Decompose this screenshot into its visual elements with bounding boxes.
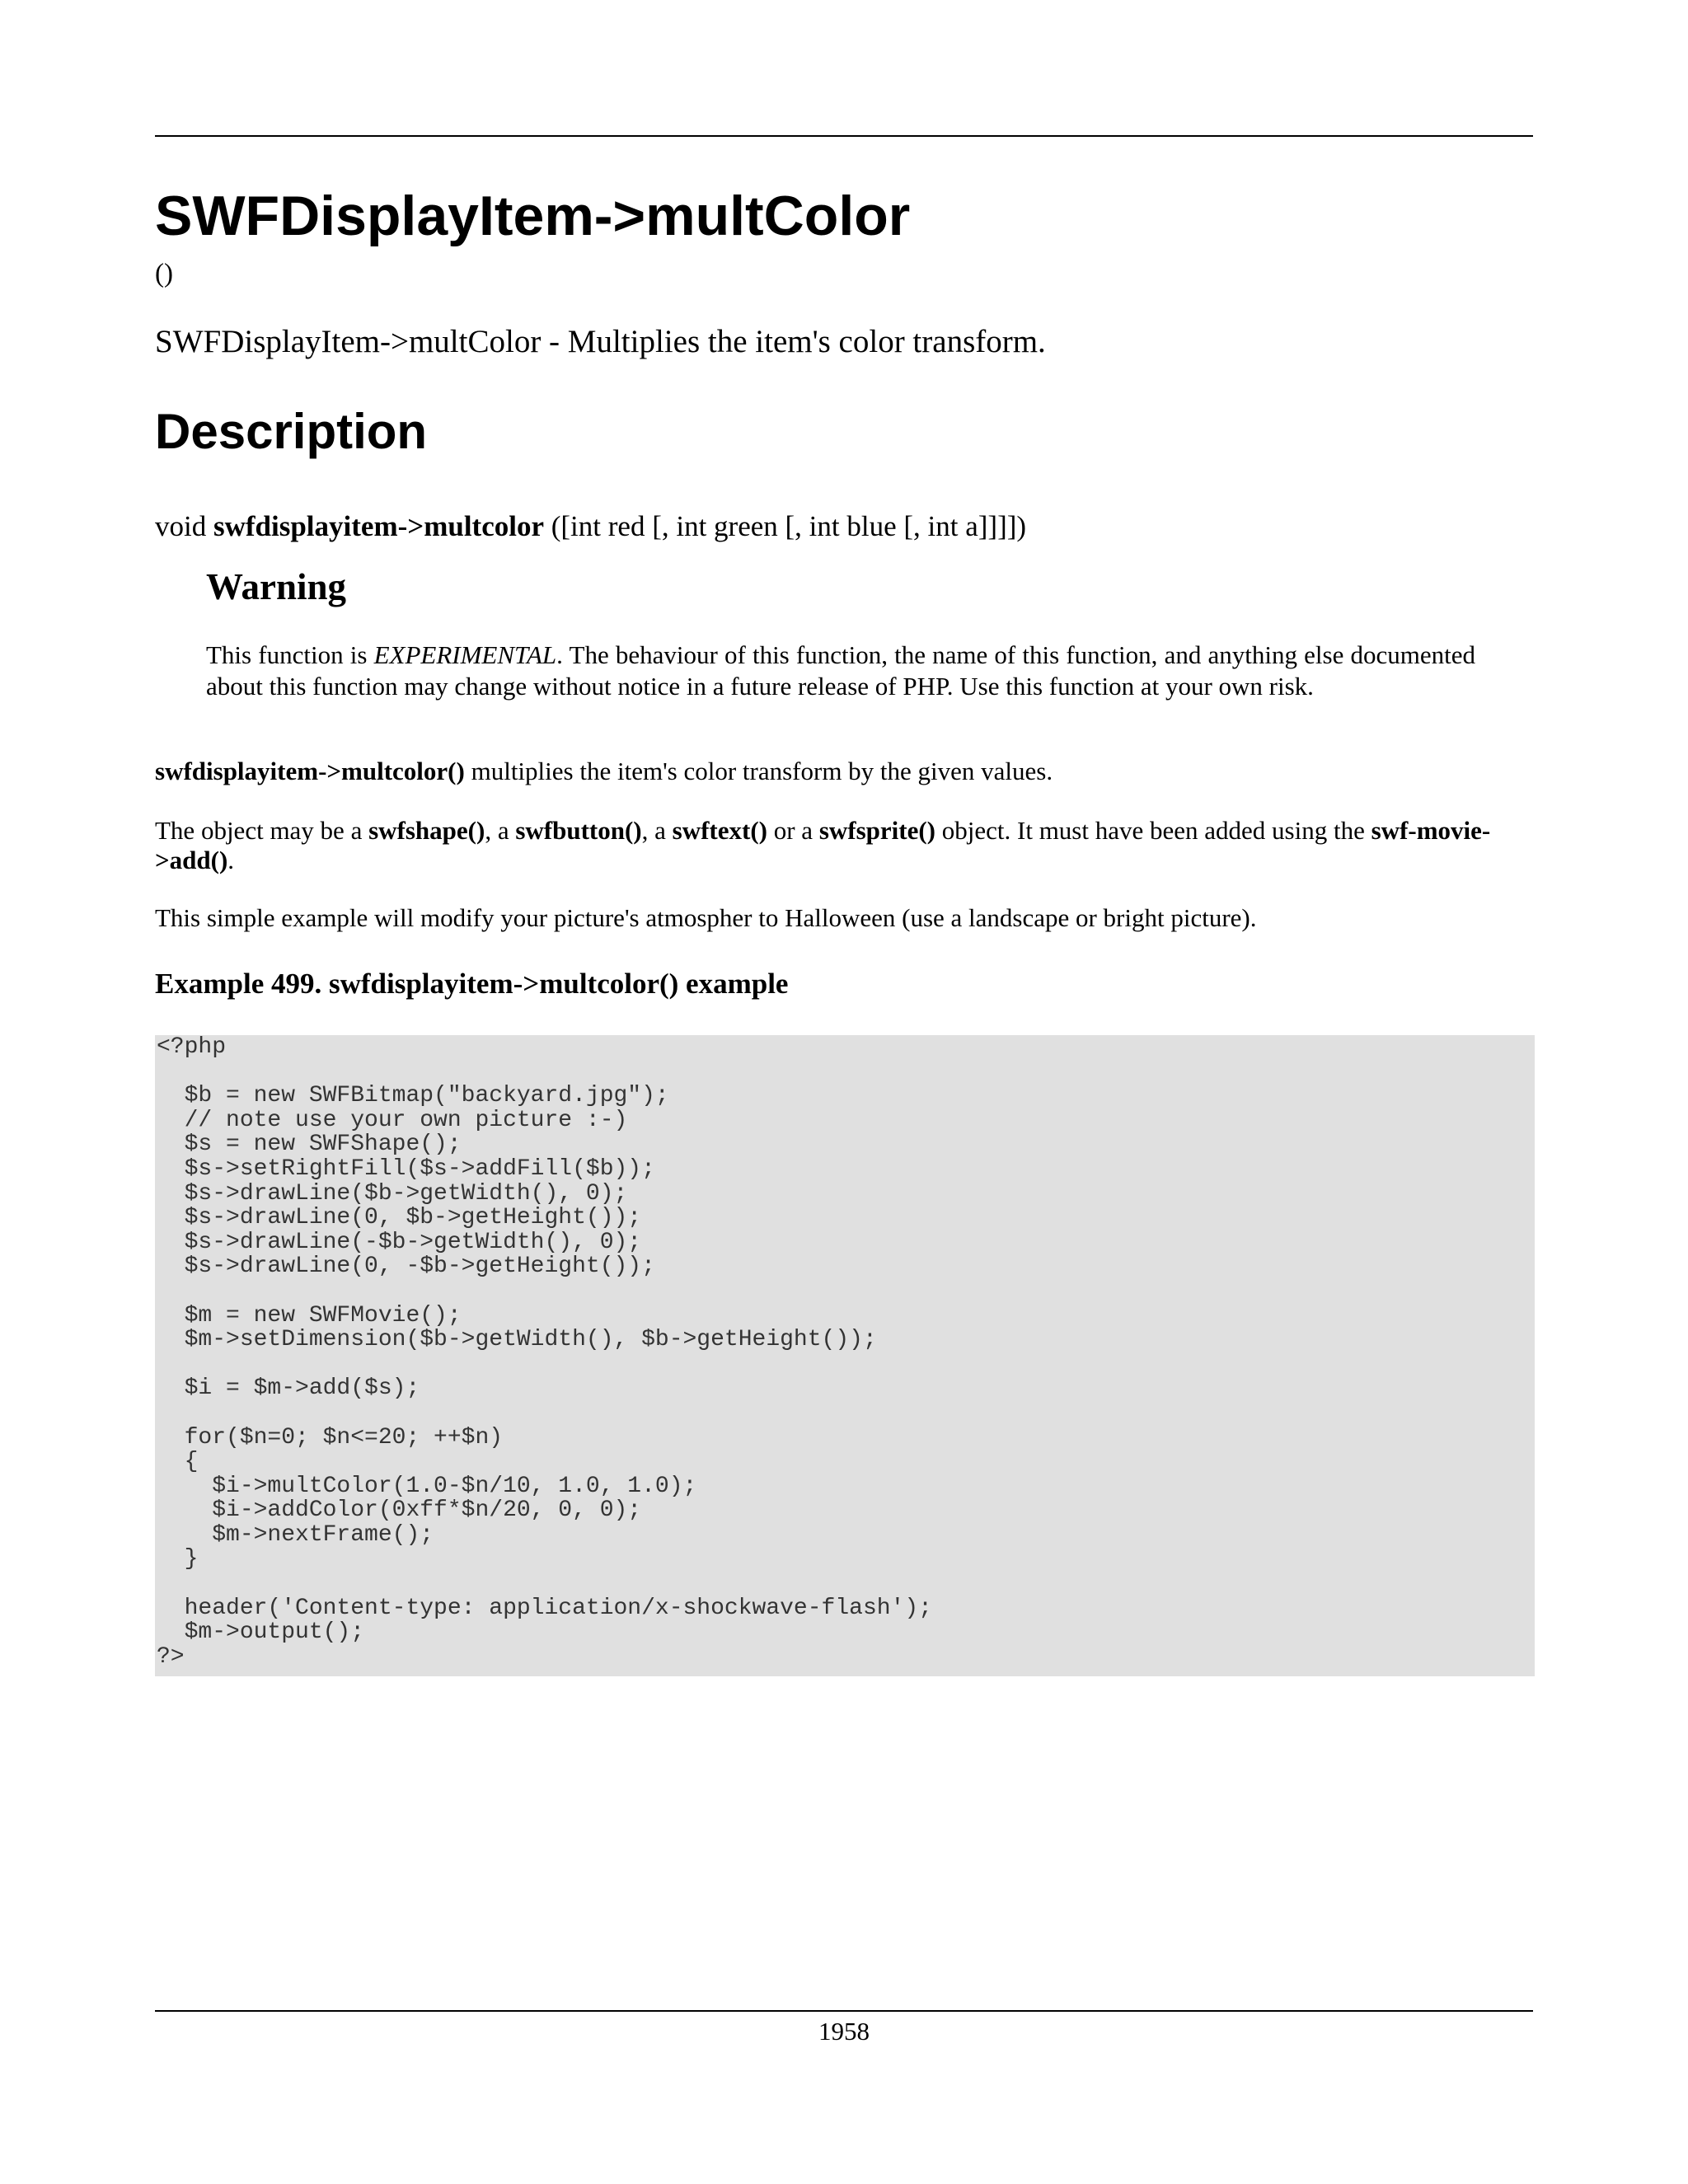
paragraph-text-4: or a [767, 816, 819, 845]
paragraph-multiplies-text: multiplies the item's color transform by the given values. [464, 757, 1053, 785]
paragraph-example-intro: This simple example will modify your picture's atmospher to Halloween (use a landscape or bright picture). [155, 903, 1257, 932]
func-ref-swfshape: swfshape() [368, 816, 485, 845]
func-ref-swfsprite: swfsprite() [818, 816, 936, 845]
func-ref-swftext: swftext() [672, 816, 767, 845]
page-title: SWFDisplayItem->multColor [155, 185, 911, 247]
warning-text [206, 640, 1475, 702]
paragraph-text-6: . [227, 846, 235, 874]
synopsis-return-type: void [155, 510, 207, 542]
code-listing: <?php $b = new SWFBitmap("backyard.jpg"); // note use your own picture :-) $s = new SWFShape(); $s->setRightFill($s->addFill($b)); $s->drawLine($b->getWidth(), 0); $s->drawLine(0, $b->getHeight()); $s->drawLine(-$b->getWidth(), 0); $s->drawLine(0, -$b->getHeight()); $m = new SWFMovie(); $m->setDimension($b->getWidth(), $b->getHeight()); $i = $m->add($s); for($n=0; $n<=20; ++$n) { $i->multColor(1.0-$n/10, 1.0, 1.0); $i->addColor(0xff*$n/20, 0, 0); $m->nextFrame(); } header('Content-type: application/x-shockwave-flash'); $m->output(); ?> [157, 1034, 932, 1670]
func-ref-swfbutton: swfbutton() [515, 816, 642, 845]
footer-rule [155, 2010, 1533, 2012]
synopsis-params: ([int red [, int green [, int blue [, int a]]]]) [551, 510, 1027, 542]
description-heading: Description [155, 404, 428, 459]
paragraph-object-types [155, 816, 1533, 875]
header-rule [155, 135, 1533, 137]
page-number: 1958 [818, 2017, 870, 2046]
refpurpose: SWFDisplayItem->multColor - Multiplies the item's color transform. [155, 324, 1046, 359]
function-synopsis [155, 509, 1026, 544]
func-ref-multcolor: swfdisplayitem->multcolor() [155, 757, 465, 785]
warning-emphasis: EXPERIMENTAL [373, 640, 557, 669]
synopsis-function-name: swfdisplayitem->multcolor [213, 510, 544, 542]
paragraph-text-3: , a [641, 816, 673, 845]
paragraph-text-2: , a [485, 816, 516, 845]
func-ref-swfmovie-add: swf-movie->add() [155, 816, 1491, 874]
code-example-block [155, 1035, 1535, 1676]
paragraph-text-5: object. It must have been added using the [935, 816, 1372, 845]
paragraph-multiplies [155, 757, 1533, 786]
warning-heading: Warning [206, 566, 347, 607]
warning-text-after: . The behaviour of this function, the name of this function, and anything else documented about this function may change without notice in a future release of PHP. Use this function at your own risk. [206, 640, 1475, 701]
page-title-suffix: () [155, 259, 173, 288]
example-title: Example 499. swfdisplayitem->multcolor() example [155, 968, 789, 1000]
warning-text-before: This function is [206, 640, 368, 669]
paragraph-text-1: The object may be a [155, 816, 369, 845]
